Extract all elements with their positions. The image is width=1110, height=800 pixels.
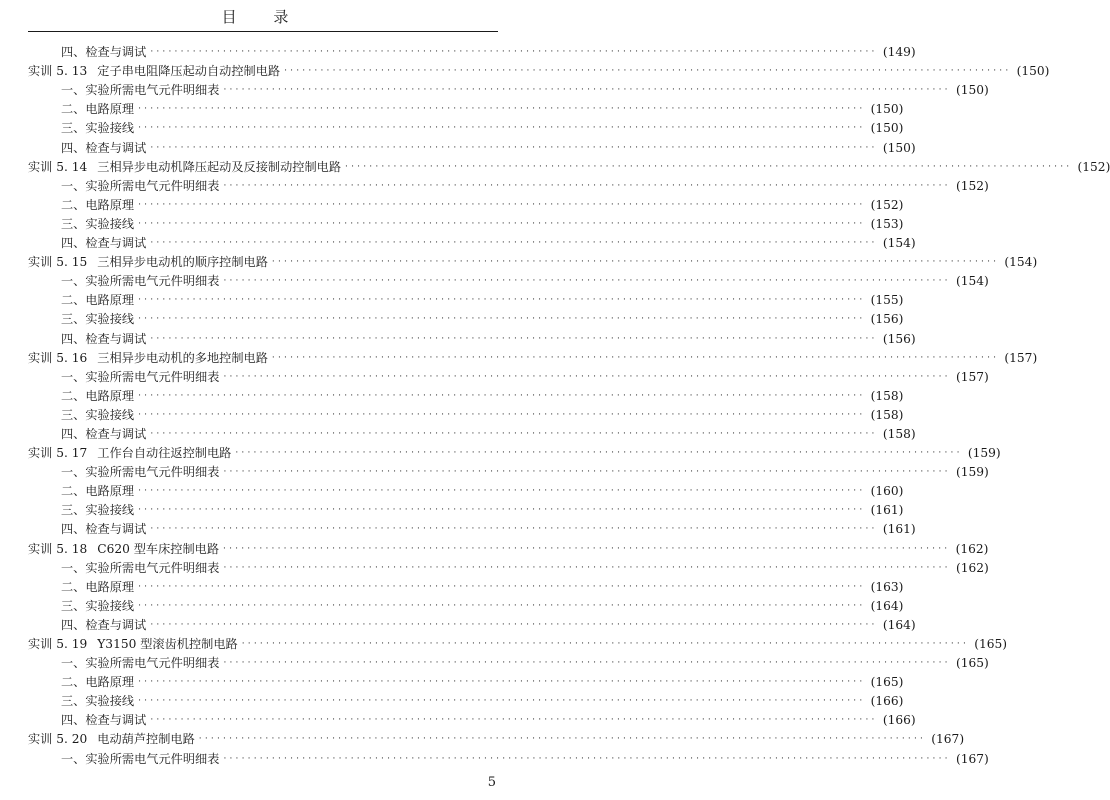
toc-chapter-entry[interactable] bbox=[28, 155, 1110, 174]
toc-page-number: (154) bbox=[955, 274, 989, 289]
toc-chapter-entry[interactable] bbox=[28, 727, 965, 747]
toc-entry-label: 四、检查与调试 bbox=[61, 617, 147, 632]
toc-entry-label: 三相异步电动机降压起动及反接制动控制电路 bbox=[97, 159, 342, 174]
toc-page-number: (166) bbox=[870, 694, 904, 709]
toc-entry-number: 实训 5. 14 bbox=[28, 159, 88, 174]
toc-page-number: (158) bbox=[870, 407, 904, 422]
toc-dot-leader: ························································································································ bbox=[138, 505, 866, 516]
toc-section-entry[interactable] bbox=[28, 288, 904, 308]
toc-page-number: (167) bbox=[931, 732, 965, 747]
toc-page-number: (159) bbox=[955, 465, 989, 480]
toc-dot-leader: ························································································································ bbox=[241, 639, 970, 649]
toc-entry-number: 实训 5. 15 bbox=[28, 255, 88, 270]
toc-dot-leader: ························································································································ bbox=[223, 543, 951, 554]
toc-entry-label: 四、检查与调试 bbox=[61, 713, 147, 728]
toc-entry-number: 实训 5. 18 bbox=[28, 541, 88, 556]
toc-page-number: (163) bbox=[870, 579, 904, 594]
toc-entry-label: 一、实验所需电气元件明细表 bbox=[61, 83, 220, 98]
toc-entry-label: 二、电路原理 bbox=[61, 293, 135, 308]
toc-section-entry[interactable] bbox=[28, 97, 904, 117]
toc-dot-leader: ························································································································ bbox=[138, 677, 866, 688]
toc-page-number: (165) bbox=[870, 675, 904, 690]
toc-page-number: (160) bbox=[870, 484, 904, 499]
toc-dot-leader: ························································································································ bbox=[138, 104, 866, 115]
toc-entry-label: 二、电路原理 bbox=[61, 102, 135, 117]
toc-dot-leader: ························································································································ bbox=[150, 428, 878, 439]
toc-entry-label: 三、实验接线 bbox=[61, 407, 135, 422]
toc-section-entry[interactable] bbox=[28, 479, 904, 499]
toc-dot-leader: ························································································································ bbox=[138, 390, 866, 401]
toc-entry-label: 三、实验接线 bbox=[61, 598, 135, 613]
toc-dot-leader: ························································································································ bbox=[271, 257, 1000, 268]
toc-page-number: (154) bbox=[882, 236, 916, 251]
toc-entry-label: 四、检查与调试 bbox=[61, 331, 147, 346]
toc-page-number: (153) bbox=[870, 216, 904, 231]
toc-section-entry[interactable] bbox=[28, 594, 904, 613]
toc-dot-leader: ························································································································ bbox=[138, 218, 866, 229]
toc-page-number: (150) bbox=[870, 121, 904, 136]
toc-section-entry[interactable] bbox=[28, 556, 989, 575]
toc-entry-label: 三、实验接线 bbox=[61, 503, 135, 518]
header-rule bbox=[28, 31, 498, 32]
toc-section-entry[interactable] bbox=[28, 613, 916, 632]
toc-dot-leader: ························································································································ bbox=[150, 524, 878, 535]
toc-dot-leader: ························································································································ bbox=[223, 467, 951, 478]
toc-chapter-entry[interactable] bbox=[28, 536, 989, 556]
toc-page-number: (152) bbox=[955, 178, 989, 193]
toc-entry-label: 一、实验所需电气元件明细表 bbox=[61, 656, 220, 671]
toc-section-entry[interactable] bbox=[28, 670, 904, 690]
toc-page-number: (150) bbox=[870, 102, 904, 117]
toc-page-number: (158) bbox=[870, 388, 904, 403]
table-of-contents bbox=[28, 40, 1110, 766]
toc-dot-leader: ························································································································ bbox=[235, 448, 963, 459]
toc-page-number: (166) bbox=[882, 713, 916, 728]
toc-dot-leader: ························································································································ bbox=[223, 371, 951, 382]
toc-entry-number: 实训 5. 13 bbox=[28, 64, 88, 79]
toc-dot-leader: ························································································································ bbox=[150, 333, 878, 344]
toc-section-entry[interactable] bbox=[28, 422, 916, 441]
toc-entry-label: 二、电路原理 bbox=[61, 388, 135, 403]
toc-entry-label: 一、实验所需电气元件明细表 bbox=[61, 369, 220, 384]
toc-section-entry[interactable] bbox=[28, 746, 989, 766]
toc-page-number: (167) bbox=[955, 751, 989, 766]
toc-section-entry[interactable] bbox=[28, 307, 904, 327]
toc-entry-label: 一、实验所需电气元件明细表 bbox=[61, 751, 220, 766]
toc-entry-label: 三、实验接线 bbox=[61, 312, 135, 327]
toc-chapter-entry[interactable] bbox=[28, 250, 1038, 270]
toc-entry-label: 四、检查与调试 bbox=[61, 140, 147, 155]
toc-section-entry[interactable] bbox=[28, 212, 904, 231]
toc-section-entry[interactable] bbox=[28, 498, 904, 518]
toc-section-entry[interactable] bbox=[28, 365, 989, 384]
toc-dot-leader: ························································································································ bbox=[223, 85, 951, 96]
toc-chapter-entry[interactable] bbox=[28, 632, 1008, 651]
toc-dot-leader: ························································································································ bbox=[138, 486, 866, 497]
toc-page-number: (150) bbox=[882, 140, 916, 155]
toc-dot-leader: ························································································································ bbox=[223, 658, 951, 669]
toc-page-number: (164) bbox=[870, 598, 904, 613]
toc-entry-label: Y3150 型滚齿机控制电路 bbox=[97, 637, 238, 651]
toc-chapter-entry[interactable] bbox=[28, 441, 1001, 461]
toc-section-entry[interactable] bbox=[28, 135, 916, 155]
toc-dot-leader: ························································································································ bbox=[138, 295, 866, 306]
toc-dot-leader: ························································································································ bbox=[150, 619, 878, 630]
toc-page-number: (155) bbox=[870, 293, 904, 308]
toc-section-entry[interactable] bbox=[28, 517, 916, 537]
toc-section-entry[interactable] bbox=[28, 193, 904, 212]
toc-page-number: (150) bbox=[955, 83, 989, 98]
toc-section-entry[interactable] bbox=[28, 403, 904, 422]
toc-dot-leader: ························································································································ bbox=[198, 734, 927, 745]
toc-page-number: (162) bbox=[955, 541, 989, 556]
toc-entry-label: 一、实验所需电气元件明细表 bbox=[61, 274, 220, 289]
toc-chapter-entry[interactable] bbox=[28, 59, 1050, 79]
toc-dot-leader: ························································································································ bbox=[150, 142, 878, 153]
toc-page-number: (159) bbox=[967, 446, 1001, 461]
toc-page-number: (157) bbox=[955, 369, 989, 384]
toc-entry-label: 三相异步电动机的多地控制电路 bbox=[97, 350, 268, 365]
toc-section-entry[interactable] bbox=[28, 689, 904, 709]
toc-page-number: (165) bbox=[955, 656, 989, 671]
toc-chapter-entry[interactable] bbox=[28, 346, 1038, 365]
toc-entry-label: C620 型车床控制电路 bbox=[97, 541, 220, 556]
toc-dot-leader: ························································································································ bbox=[150, 238, 878, 249]
toc-entry-label: 一、实验所需电气元件明细表 bbox=[61, 178, 220, 193]
toc-dot-leader: ························································································································ bbox=[138, 696, 866, 707]
toc-section-entry[interactable] bbox=[28, 174, 989, 193]
toc-dot-leader: ························································································································ bbox=[138, 409, 866, 420]
toc-dot-leader: ························································································································ bbox=[223, 180, 951, 191]
toc-section-entry[interactable] bbox=[28, 269, 989, 289]
toc-entry-label: 二、电路原理 bbox=[61, 484, 135, 499]
toc-page-number: (156) bbox=[870, 312, 904, 327]
toc-section-entry[interactable] bbox=[28, 708, 916, 728]
toc-dot-leader: ························································································································ bbox=[150, 715, 878, 726]
toc-entry-label: 电动葫芦控制电路 bbox=[97, 732, 195, 747]
toc-dot-leader: ························································································································ bbox=[271, 352, 1000, 363]
toc-dot-leader: ························································································································ bbox=[223, 276, 951, 287]
toc-section-entry[interactable] bbox=[28, 326, 916, 346]
toc-section-entry[interactable] bbox=[28, 460, 989, 480]
toc-entry-label: 四、检查与调试 bbox=[61, 236, 147, 251]
toc-section-entry[interactable] bbox=[28, 116, 904, 136]
toc-section-entry[interactable] bbox=[28, 231, 916, 251]
toc-page-number: (158) bbox=[882, 426, 916, 441]
toc-page-number: (152) bbox=[1077, 159, 1110, 174]
page-number: 5 bbox=[487, 775, 496, 790]
toc-entry-label: 四、检查与调试 bbox=[61, 45, 147, 60]
toc-page-number: (157) bbox=[1004, 350, 1038, 365]
toc-entry-number: 实训 5. 17 bbox=[28, 446, 88, 461]
toc-entry-label: 三、实验接线 bbox=[61, 694, 135, 709]
toc-dot-leader: ························································································································ bbox=[345, 161, 1073, 172]
toc-section-entry[interactable] bbox=[28, 40, 916, 60]
toc-section-entry[interactable] bbox=[28, 384, 904, 403]
toc-dot-leader: ························································································································ bbox=[138, 199, 866, 210]
toc-entry-label: 工作台自动往返控制电路 bbox=[97, 446, 232, 461]
toc-entry-label: 定子串电阻降压起动自动控制电路 bbox=[97, 64, 281, 79]
toc-section-entry[interactable] bbox=[28, 575, 904, 594]
toc-entry-label: 三相异步电动机的顺序控制电路 bbox=[97, 255, 268, 270]
toc-entry-number: 实训 5. 16 bbox=[28, 350, 88, 365]
toc-page-number: (149) bbox=[882, 45, 916, 60]
toc-page-number: (165) bbox=[974, 637, 1008, 651]
toc-dot-leader: ························································································································ bbox=[150, 47, 878, 58]
toc-entry-number: 实训 5. 20 bbox=[28, 732, 88, 747]
toc-entry-label: 四、检查与调试 bbox=[61, 522, 147, 537]
toc-entry-label: 四、检查与调试 bbox=[61, 426, 147, 441]
toc-page-number: (152) bbox=[870, 197, 904, 212]
toc-page-number: (154) bbox=[1004, 255, 1038, 270]
toc-dot-leader: ························································································································ bbox=[223, 753, 951, 764]
toc-entry-label: 一、实验所需电气元件明细表 bbox=[61, 465, 220, 480]
toc-dot-leader: ························································································································ bbox=[138, 600, 866, 611]
toc-page-number: (162) bbox=[955, 560, 989, 575]
toc-entry-label: 三、实验接线 bbox=[61, 216, 135, 231]
toc-dot-leader: ························································································································ bbox=[138, 314, 866, 325]
toc-entry-number: 实训 5. 19 bbox=[28, 637, 88, 651]
toc-page-number: (164) bbox=[882, 617, 916, 632]
toc-entry-label: 二、电路原理 bbox=[61, 579, 135, 594]
toc-entry-label: 二、电路原理 bbox=[61, 675, 135, 690]
toc-entry-label: 三、实验接线 bbox=[61, 121, 135, 136]
toc-section-entry[interactable] bbox=[28, 78, 989, 98]
toc-entry-label: 二、电路原理 bbox=[61, 197, 135, 212]
toc-dot-leader: ························································································································ bbox=[223, 562, 951, 573]
toc-dot-leader: ························································································································ bbox=[284, 66, 1012, 77]
toc-dot-leader: ························································································································ bbox=[138, 123, 866, 134]
toc-dot-leader: ························································································································ bbox=[138, 581, 866, 592]
toc-page-number: (161) bbox=[870, 503, 904, 518]
toc-page-number: (150) bbox=[1016, 64, 1050, 79]
page-header-title: 目 录 bbox=[221, 8, 305, 26]
toc-entry-label: 一、实验所需电气元件明细表 bbox=[61, 560, 220, 575]
toc-page-number: (156) bbox=[882, 331, 916, 346]
toc-page-number: (161) bbox=[882, 522, 916, 537]
toc-section-entry[interactable] bbox=[28, 651, 989, 671]
